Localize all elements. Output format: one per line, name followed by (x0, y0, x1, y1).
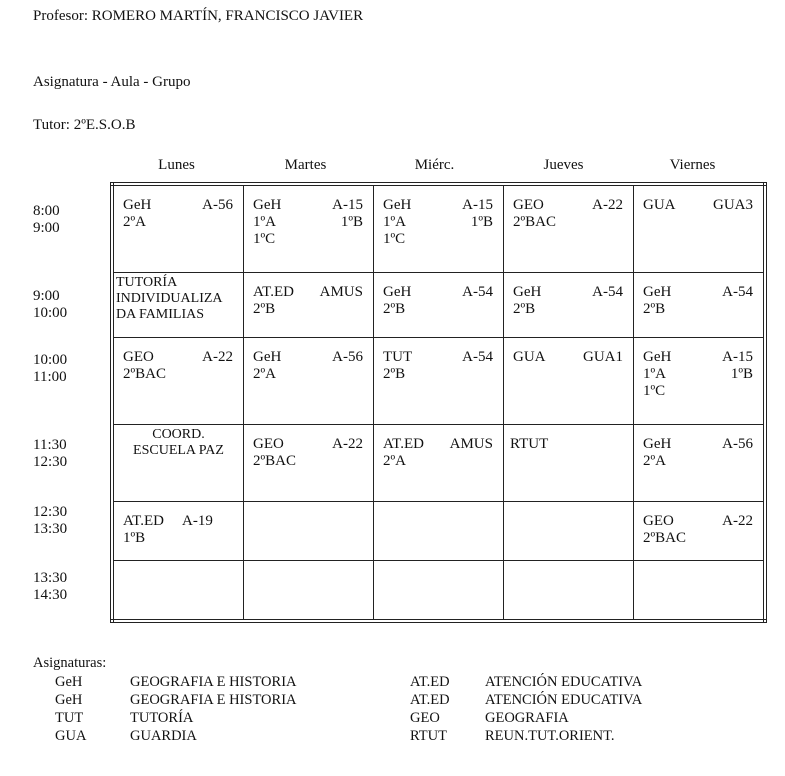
table-row (112, 502, 765, 561)
schedule-cell: GeH A-15 1ºA 1ºB 1ºC (244, 184, 374, 273)
legend-code: TUT (55, 710, 84, 726)
legend-code: AT.ED (410, 692, 450, 708)
tutor-label: Tutor: 2ºE.S.O.B (33, 117, 136, 133)
time-slot: 13:30 14:30 (33, 570, 68, 603)
legend-code: GeH (55, 674, 83, 690)
legend-code: GUA (55, 728, 87, 744)
day-header-row (112, 157, 763, 179)
schedule-cell: GeH A-15 1ºA 1ºB 1ºC (374, 184, 504, 273)
legend-code: GeH (55, 692, 83, 708)
schedule-cell: GeH A-54 2ºB (374, 273, 504, 338)
schedule-cell (244, 561, 374, 622)
table-row (112, 273, 765, 338)
day-header: Viernes (669, 157, 716, 173)
time-slot: 12:30 13:30 (33, 504, 68, 537)
time-slot: 11:30 12:30 (33, 437, 68, 470)
time-slot: 10:00 11:00 (33, 352, 68, 385)
legend-code: AT.ED (410, 674, 450, 690)
day-header: Martes (284, 157, 327, 173)
schedule-cell: GeH A-56 2ºA (112, 184, 244, 273)
legend-code: GEO (410, 710, 440, 726)
day-header: Jueves (543, 157, 584, 173)
schedule-cell: GUA GUA3 (634, 184, 766, 273)
schedule-cell: RTUT (504, 425, 634, 502)
legend-name: GUARDIA (130, 728, 197, 744)
day-header: Miérc. (414, 157, 455, 173)
schedule-cell (634, 561, 766, 622)
legend-name: ATENCIÓN EDUCATIVA (485, 692, 643, 708)
schedule-cell: GeH A-56 2ºA (634, 425, 766, 502)
schedule-cell: GUA GUA1 (504, 338, 634, 425)
schedule-cell: GeH A-15 1ºA 1ºB 1ºC (634, 338, 766, 425)
legend-title: Asignaturas: (33, 655, 107, 671)
schedule-cell (504, 502, 634, 561)
schedule-cell: AT.ED AMUS 2ºB (244, 273, 374, 338)
legend-name: ATENCIÓN EDUCATIVA (485, 674, 643, 690)
table-row (112, 184, 765, 273)
schedule-cell: GEO A-22 2ºBAC (244, 425, 374, 502)
schedule-cell (112, 561, 244, 622)
time-slot: 8:00 9:00 (33, 203, 60, 236)
legend-name: TUTORÍA (130, 710, 194, 726)
legend-name: GEOGRAFIA E HISTORIA (130, 674, 297, 690)
schedule-cell: COORD. ESCUELA PAZ (112, 425, 244, 502)
teacher-name: Profesor: ROMERO MARTÍN, FRANCISCO JAVIER (33, 8, 364, 24)
timetable (110, 182, 767, 623)
schedule-cell (244, 502, 374, 561)
day-header: Lunes (158, 157, 195, 173)
table-row (112, 561, 765, 622)
legend-code: RTUT (410, 728, 447, 744)
legend-name: GEOGRAFIA E HISTORIA (130, 692, 297, 708)
schedule-cell: GeH A-56 2ºA (244, 338, 374, 425)
schedule-cell: GEO A-22 2ºBAC (504, 184, 634, 273)
legend-name: GEOGRAFIA (485, 710, 569, 726)
schedule-cell: AT.ED A-19 1ºB (112, 502, 244, 561)
schedule-cell: TUTORÍA INDIVIDUALIZA DA FAMILIAS (112, 273, 244, 338)
subtitle: Asignatura - Aula - Grupo (33, 74, 191, 90)
schedule-cell: GEO A-22 2ºBAC (634, 502, 766, 561)
table-row (112, 338, 765, 425)
schedule-cell: GEO A-22 2ºBAC (112, 338, 244, 425)
schedule-cell: TUT A-54 2ºB (374, 338, 504, 425)
legend-name: REUN.TUT.ORIENT. (485, 728, 615, 744)
schedule-cell: AT.ED AMUS 2ºA (374, 425, 504, 502)
time-slot: 9:00 10:00 (33, 288, 68, 321)
schedule-cell: GeH A-54 2ºB (634, 273, 766, 338)
schedule-cell (374, 502, 504, 561)
schedule-cell (374, 561, 504, 622)
schedule-cell: GeH A-54 2ºB (504, 273, 634, 338)
schedule-cell (504, 561, 634, 622)
table-row (112, 425, 765, 502)
